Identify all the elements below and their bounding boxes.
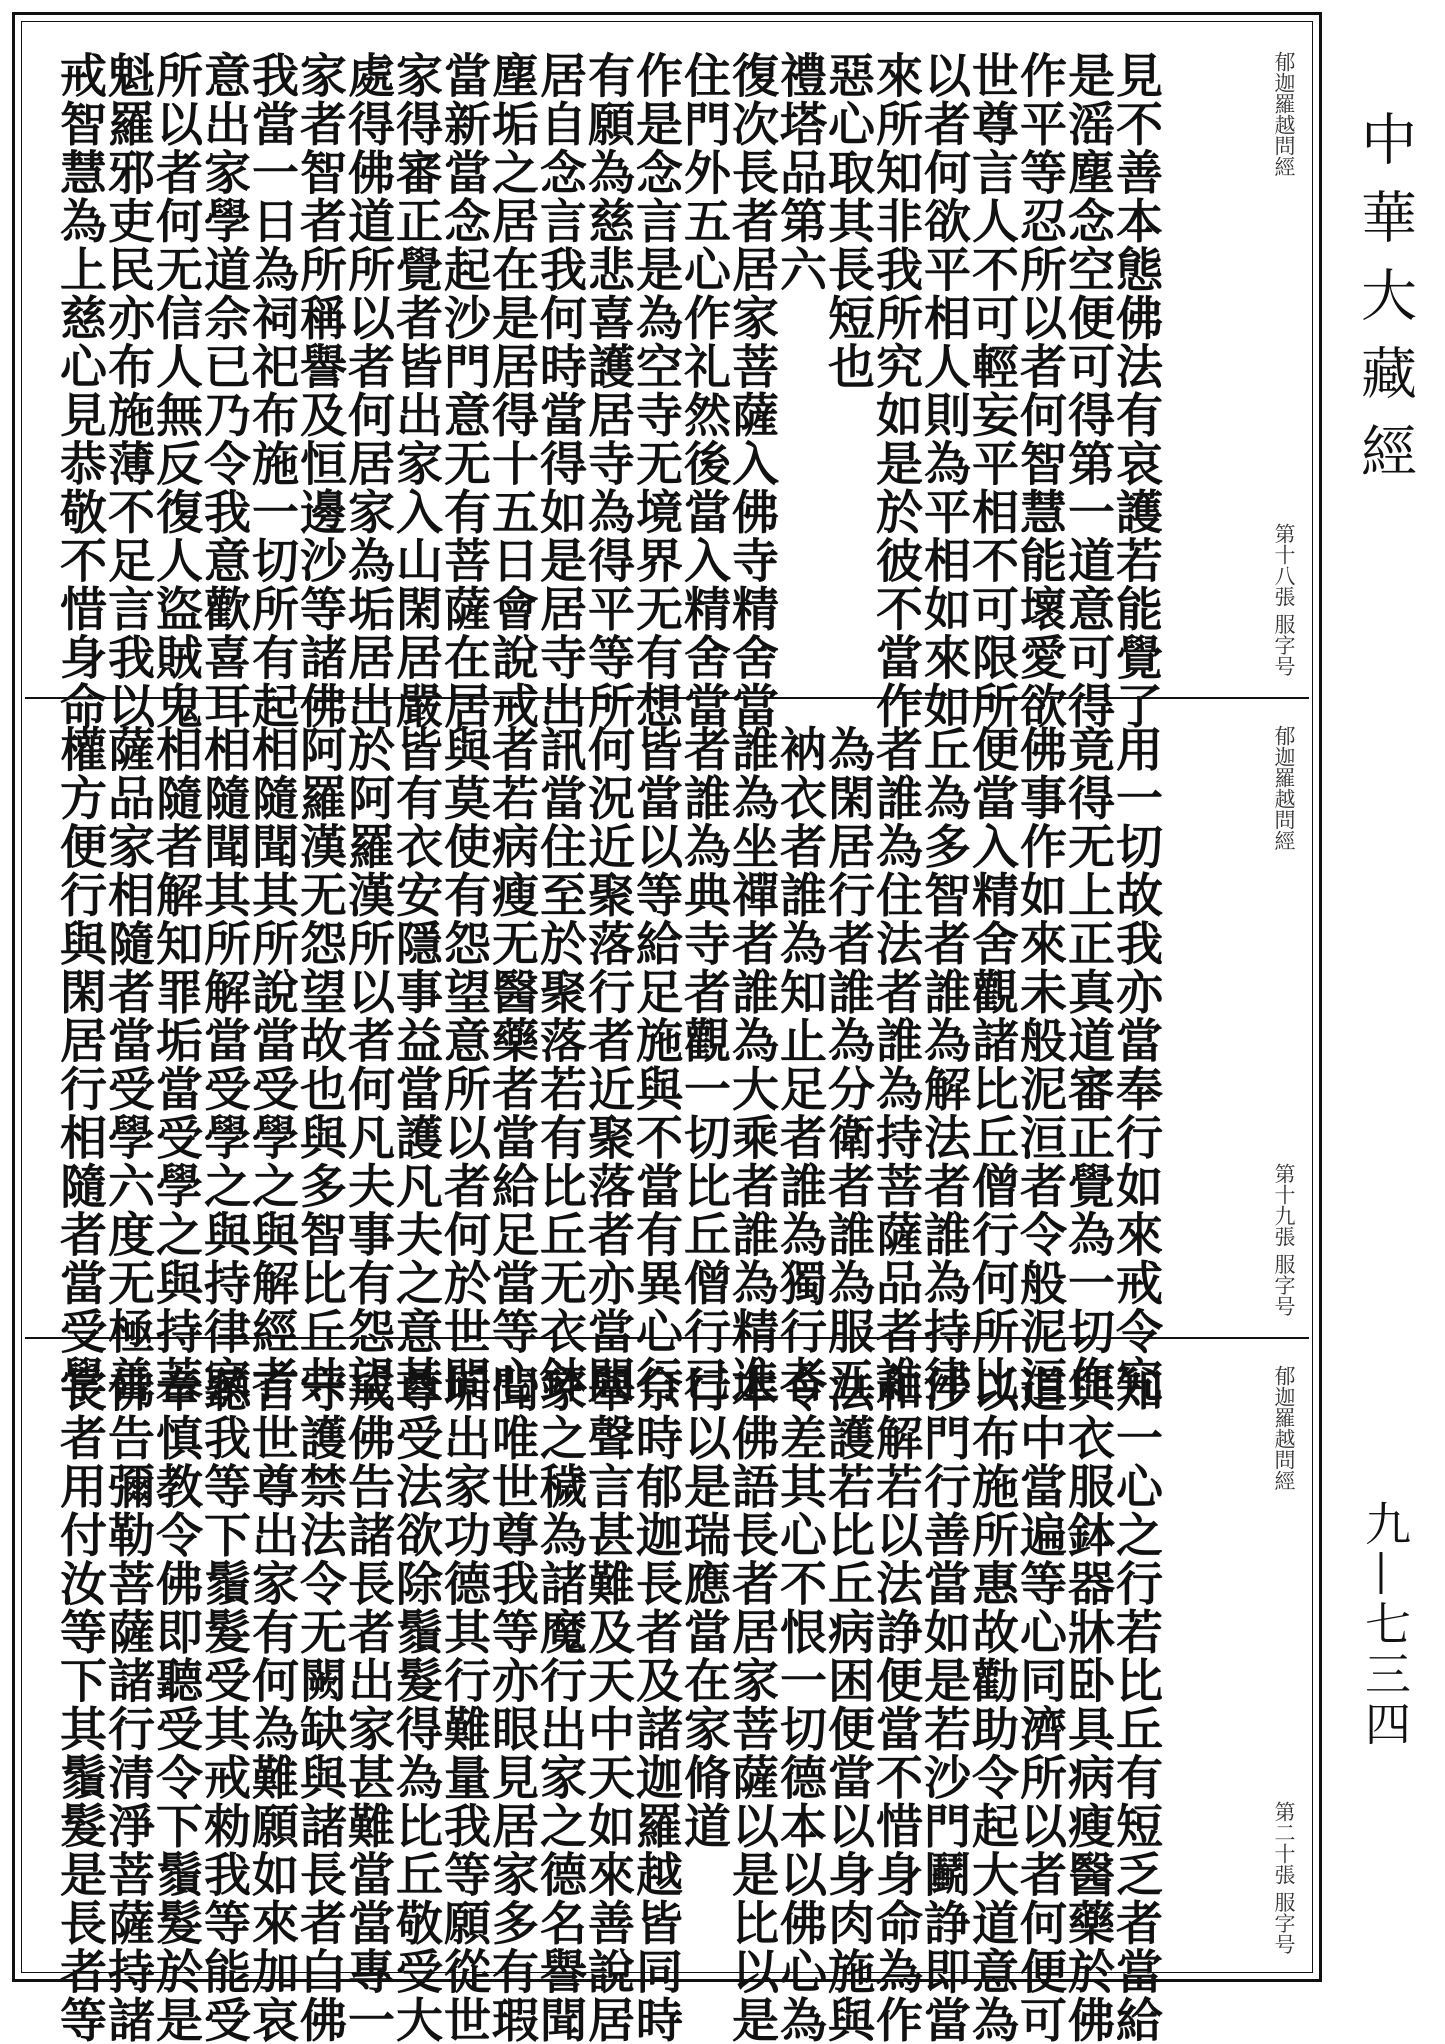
page-frame (12, 12, 1322, 2044)
register-2 (25, 697, 1309, 1404)
register-3 (25, 1337, 1309, 2044)
text-column: 言世尊出家有何為難願如來加哀 (244, 1365, 299, 2044)
text-column: 道中當遍等心同濟所以者何便可 (1012, 1365, 1067, 2044)
collection-title: 中華大藏經 (1352, 110, 1417, 500)
text-column: 相隨聞其所說當受學之與解經者 (244, 725, 299, 1404)
text-column: 皆有衣安隱事益當護凡夫之意甚 (388, 725, 443, 1404)
text-column: 復次長者居家菩薩入佛寺精舍當 (724, 51, 779, 730)
text-column: 垢出家功德其行難量我等願從世 (436, 1365, 491, 2044)
text-column: 和解若以法諍便當不惜身命為作 (868, 1365, 923, 2044)
margin-info: 第二十張 服字号 (1272, 1801, 1296, 1955)
margin-title: 郁迦羅越問經 (1272, 1365, 1296, 1491)
text-column: 長者用付汝等下其鬚髮是長者等 (52, 1365, 107, 2044)
text-column: 舉聲言甚難及天中天如來善說居 (580, 1365, 635, 2044)
text-column: 意出家學道佘已乃令我意歡喜耳 (196, 51, 251, 730)
text-column: 塵垢之居在是居得十五日會說戒 (484, 51, 539, 730)
text-column: 相隨聞其所解當受學之與持律家 (196, 725, 251, 1404)
text-column: 家者智者所稱譽及恒邊沙等諸佛 (292, 51, 347, 730)
margin-title: 郁迦羅越問經 (1272, 51, 1296, 177)
text-column: 令差其心不恨一切德本以佛心為 (772, 1365, 827, 2044)
text-column: 家之穢為諸魔行出家之德名譽聞 (532, 1365, 587, 2044)
text-column: 戒佛告諸長者出家甚難當當專一 (340, 1365, 395, 2044)
register-1 (25, 25, 1309, 730)
text-column: 知一心之行若比丘有短乏者當給 (1108, 1365, 1163, 2044)
text-column: 行以是瑞應當在家脩道 (676, 1365, 731, 1850)
text-column: 與衣服鉢器牀卧具病瘦醫藥於佛 (1060, 1365, 1115, 2044)
text-column: 魁羅邪吏民亦布施薄不足言我以 (100, 51, 155, 730)
text-column: 佛告彌勒菩薩諸行清淨菩薩持諸 (100, 1365, 155, 2044)
text-columns (52, 51, 1163, 730)
text-column: 以者何欲平相人則為平相如來如 (916, 51, 971, 730)
text-column: 是滛塵念空便可得第一道意可得 (1060, 51, 1115, 730)
text-column: 者誰為典寺者觀一切比丘僧行已 (676, 725, 731, 1404)
text-column: 者若病瘦无醫藥者當給足當等心 (484, 725, 539, 1404)
text-column: 我當一日為祠祀布施一切所有起 (244, 51, 299, 730)
text-column: 家得審正覺者皆出家入山閑居嚴 (388, 51, 443, 730)
chapter-heading: 禮塔品第六 (772, 51, 827, 294)
text-column: 訊當住至於聚落若有比丘无衣鉢 (532, 725, 587, 1404)
page-number: 九—七三四 (1358, 1500, 1412, 1750)
margin-note (1195, 1365, 1295, 1955)
text-column: 佛事作如來未般泥洹者令般泥洹 (1012, 725, 1067, 1404)
text-column: 用一切故我亦當奉行如來戒令究 (1108, 725, 1163, 1404)
margin-info: 第十九張 服字号 (1272, 1163, 1296, 1317)
text-column: 相隨者解知罪垢當受學之與持菩 (148, 725, 203, 1404)
margin-note (1195, 51, 1295, 677)
text-column: 聽我等下鬚髮受其戒勑我等能受 (196, 1365, 251, 2044)
text-column: 尊受法欲除鬚髮得為比丘敬受大 (388, 1365, 443, 2044)
margin-title: 郁迦羅越問經 (1272, 725, 1296, 851)
text-column: 法護若比丘病困便當以身肉施與 (820, 1365, 875, 2044)
text-column: 惡心取其長短也 (820, 51, 875, 391)
text-column: 作是念言是為空寺无境界无有想 (628, 51, 683, 730)
text-column: 竟得无上正真道審正覺為一切作 (1060, 725, 1115, 1404)
text-column: 何況近聚落行者近聚落者亦當問 (580, 725, 635, 1404)
text-column: 本佛語長者居家菩薩以是比以是 (724, 1365, 779, 2044)
text-column: 居自念言我何時當得如是居寺出 (532, 51, 587, 730)
text-column: 者誰為住法者誰為持菩薩品者誰 (868, 725, 923, 1404)
text-column: 與莫使有怨望意所以者何於世間 (436, 725, 491, 1404)
text-column: 作平等忍所以者何智慧能壞愛欲 (1012, 51, 1067, 730)
text-column: 皆當以等給足施與不當有異心行 (628, 725, 683, 1404)
text-column: 聞唯世尊我等亦眼見居家多有瑕 (484, 1365, 539, 2044)
text-column: 來所知非我所究如是於彼不當作 (868, 51, 923, 730)
text-column: 以布施所惠故勸助令起大道意為 (964, 1365, 1019, 2044)
text-column: 奉慎教令佛即聽受令下鬚髮於是 (148, 1365, 203, 2044)
text-column: 為閑居行者誰為分衛者誰為服五 (820, 725, 875, 1404)
text-column: 薩品家相隨者當受學六度无極善 (100, 725, 155, 1404)
margin-info: 第十八張 服字号 (1272, 523, 1296, 677)
text-column: 於阿羅漢所以者何凡夫事有怨望 (340, 725, 395, 1404)
margin-note (1195, 725, 1295, 1317)
text-column: 世尊言人不可輕妄平相不可限所 (964, 51, 1019, 730)
text-column: 便當入精舍觀諸比丘僧行何所比 (964, 725, 1019, 1404)
text-column: 衲衣者誰為知止足者誰為獨行者 (772, 725, 827, 1404)
text-column: 處得佛道所以者何居家為垢居出 (340, 51, 395, 730)
text-column: 權方便行與閑居行相隨者當受學 (52, 725, 107, 1404)
text-column: 見不善本態佛法有哀護若能覺了 (1108, 51, 1163, 730)
text-columns (52, 1365, 1163, 2044)
text-column: 戒智慧為上慈心見恭敬不惜身命 (52, 51, 107, 730)
text-column: 住門外五心作礼然後當入精舍當 (676, 51, 731, 730)
text-column: 丘為多智者誰為解法者誰為持律 (916, 725, 971, 1404)
text-columns (52, 725, 1163, 1404)
text-column: 所以者何无信人無反復人盜賊鬼 (148, 51, 203, 730)
text-column: 當新當念起沙門意无有菩薩在居 (436, 51, 491, 730)
text-column: 佘時郁迦長者及諸迦羅越皆同時 (628, 1365, 683, 2044)
text-column: 阿羅漢无怨望故也與多智比丘共 (292, 725, 347, 1404)
text-column: 有願為慈悲喜護居寺為得平等所 (580, 51, 635, 730)
text-column: 守護禁法令无闕缺與諸長者白佛 (292, 1365, 347, 2044)
text-column: 沙門行善當如是若沙門鬬諍即當 (916, 1365, 971, 2044)
text-column: 誰為坐禪者誰為大乘者誰為精進 (724, 725, 779, 1404)
